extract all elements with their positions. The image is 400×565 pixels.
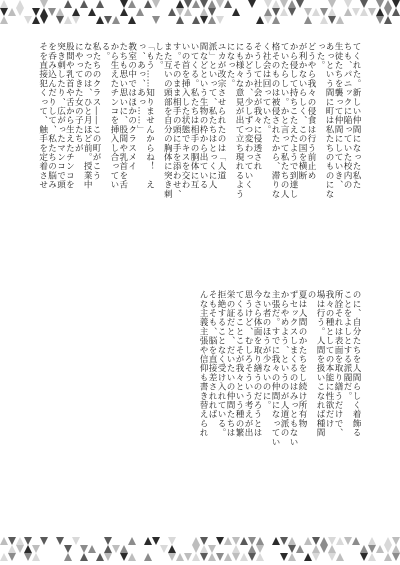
text-column: ずセックスしまくるのはみっともない <box>288 290 298 447</box>
mosaic-triangle <box>280 553 288 561</box>
mosaic-triangle <box>200 0 208 8</box>
mosaic-triangle <box>184 8 192 16</box>
mosaic-triangle <box>224 0 232 8</box>
mosaic-triangle <box>392 0 400 8</box>
text-column: を呑み込んだりして、私たちの脳み <box>46 42 57 190</box>
text-column: んな主義主張や信仰も書き替えられ <box>198 290 208 438</box>
text-column: そもそも、脳を直接差されれば <box>207 290 217 419</box>
mosaic-triangle <box>32 545 40 553</box>
mosaic-triangle <box>72 16 80 24</box>
text-column: るかどうか、少しずつ変わっていく <box>243 42 253 190</box>
mosaic-triangle <box>64 553 72 561</box>
mosaic-triangle <box>216 537 224 545</box>
mosaic-triangle <box>256 545 264 553</box>
mosaic-triangle <box>184 0 192 8</box>
mosaic-triangle <box>384 16 392 24</box>
mosaic-triangle <box>8 545 16 553</box>
mosaic-triangle <box>320 16 328 24</box>
text-column: 今さら体面を取り繕うのだろうとは <box>252 290 262 438</box>
mosaic-triangle <box>144 537 152 545</box>
mosaic-triangle <box>152 16 160 24</box>
mosaic-triangle <box>248 537 256 545</box>
mosaic-triangle <box>200 16 208 24</box>
text-column: が利かないらしく、この国を横断 <box>297 42 307 180</box>
mosaic-triangle <box>192 545 200 553</box>
mosaic-triangle <box>224 553 232 561</box>
mosaic-triangle <box>8 537 16 545</box>
mosaic-triangle <box>216 553 224 561</box>
mosaic-triangle <box>144 0 152 8</box>
mosaic-triangle <box>200 545 208 553</box>
mosaic-triangle <box>384 0 392 8</box>
text-column: 派」といって、私たちはとっくに人 <box>207 42 217 190</box>
mosaic-triangle <box>0 553 8 561</box>
mosaic-triangle <box>368 553 376 561</box>
mosaic-triangle <box>336 537 344 545</box>
mosaic-triangle <box>152 537 160 545</box>
mosaic-triangle <box>32 16 40 24</box>
mosaic-triangle <box>304 16 312 24</box>
mosaic-triangle <box>280 537 288 545</box>
mosaic-triangle <box>80 545 88 553</box>
mosaic-triangle <box>168 8 176 16</box>
mosaic-triangle <box>208 553 216 561</box>
mosaic-triangle <box>40 0 48 8</box>
text-column: どうやら我々の侵食は行う前止め <box>306 42 316 180</box>
mosaic-triangle <box>40 16 48 24</box>
mosaic-triangle <box>40 8 48 16</box>
mosaic-triangle <box>288 537 296 545</box>
mosaic-triangle <box>192 0 200 8</box>
mosaic-triangle <box>120 545 128 553</box>
mosaic-triangle <box>240 553 248 561</box>
mosaic-triangle <box>312 553 320 561</box>
mosaic-triangle <box>272 8 280 16</box>
bottom-decorative-triangle-band <box>0 537 400 565</box>
mosaic-triangle <box>264 16 272 24</box>
mosaic-triangle <box>40 537 48 545</box>
mosaic-triangle <box>120 553 128 561</box>
mosaic-triangle <box>104 553 112 561</box>
mosaic-triangle <box>160 545 168 553</box>
mosaic-triangle <box>304 8 312 16</box>
mosaic-triangle <box>360 0 368 8</box>
mosaic-triangle <box>104 545 112 553</box>
text-column: す。そのまま相手の頭に手を添わせ、 <box>171 42 182 199</box>
mosaic-triangle <box>32 8 40 16</box>
mosaic-triangle <box>120 8 128 16</box>
mosaic-triangle <box>200 537 208 545</box>
text-column: った。 <box>315 42 325 70</box>
text-column: にやってきた女の子たちが <box>73 42 84 153</box>
mosaic-triangle <box>376 16 384 24</box>
text-column: 生徒たちを襲って仲間にしていき、 <box>333 42 343 190</box>
mosaic-triangle <box>104 537 112 545</box>
mosaic-triangle <box>64 16 72 24</box>
mosaic-triangle <box>248 553 256 561</box>
text-column: っ、あっ、あっ……」 <box>135 42 146 134</box>
mosaic-triangle <box>368 545 376 553</box>
top-decorative-triangle-band <box>0 0 400 26</box>
mosaic-triangle <box>208 0 216 8</box>
mosaic-triangle <box>296 0 304 8</box>
text-column: から生えたチンコを挿入し合ってい <box>108 42 119 190</box>
mosaic-triangle <box>304 537 312 545</box>
mosaic-triangle <box>112 16 120 24</box>
mosaic-triangle <box>16 545 24 553</box>
mosaic-triangle <box>176 0 184 8</box>
mosaic-triangle <box>104 16 112 24</box>
mosaic-triangle <box>208 16 216 24</box>
mosaic-triangle <box>368 8 376 16</box>
mosaic-triangle <box>344 8 352 16</box>
mosaic-triangle <box>264 8 272 16</box>
mosaic-triangle <box>200 553 208 561</box>
mosaic-triangle <box>392 537 400 545</box>
mosaic-triangle <box>312 537 320 545</box>
text-column: てくれた。新しい仲間になった私た <box>351 42 361 190</box>
mosaic-triangle <box>352 8 360 16</box>
mosaic-triangle <box>216 16 224 24</box>
mosaic-triangle <box>0 0 8 8</box>
mosaic-triangle <box>304 553 312 561</box>
text-column: あっという間に町は私たちのものにな <box>324 42 334 199</box>
mosaic-triangle <box>344 537 352 545</box>
mosaic-triangle <box>240 537 248 545</box>
mosaic-triangle <box>336 16 344 24</box>
text-column: 主張だ。すでに我々の仲間になってい <box>270 290 280 447</box>
mosaic-triangle <box>120 0 128 8</box>
mosaic-triangle <box>352 537 360 545</box>
text-column: る。 <box>100 42 110 61</box>
mosaic-triangle <box>376 8 384 16</box>
text-column: 我々の種としての本能に性欲だけ <box>324 290 334 428</box>
mosaic-triangle <box>328 545 336 553</box>
text-column: になった。 <box>225 42 235 88</box>
mosaic-triangle <box>232 537 240 545</box>
mosaic-triangle <box>80 0 88 8</box>
mosaic-triangle <box>56 537 64 545</box>
text-column: ユカが改宗させられたのは「人道 <box>216 42 226 180</box>
mosaic-triangle <box>288 553 296 561</box>
mosaic-triangle <box>328 553 336 561</box>
mosaic-triangle <box>376 545 384 553</box>
mosaic-triangle <box>224 537 232 545</box>
text-column: てくることこそが我々という種の繁 <box>234 290 244 438</box>
mosaic-triangle <box>152 0 160 8</box>
mosaic-triangle <box>280 8 288 16</box>
mosaic-triangle <box>328 537 336 545</box>
mosaic-triangle <box>176 8 184 16</box>
mosaic-triangle <box>168 537 176 545</box>
text-column: の <box>306 290 316 300</box>
text-column: にも様々な意見が出て立ち現れるよう <box>234 42 244 199</box>
mosaic-triangle <box>248 545 256 553</box>
mosaic-triangle <box>16 0 24 8</box>
mosaic-triangle <box>384 545 392 553</box>
mosaic-triangle <box>384 8 392 16</box>
mosaic-triangle <box>376 0 384 8</box>
mosaic-triangle <box>192 16 200 24</box>
mosaic-triangle <box>336 553 344 561</box>
text-column: いてくる。私たちは相手の胴体に互 <box>189 42 199 190</box>
text-column: のに、自分たちを人間らしく着飾る <box>351 290 361 438</box>
mosaic-triangle <box>256 537 264 545</box>
mosaic-triangle <box>200 8 208 16</box>
mosaic-triangle <box>144 553 152 561</box>
mosaic-triangle <box>264 0 272 8</box>
mosaic-triangle <box>48 8 56 16</box>
mosaic-triangle <box>0 537 8 545</box>
text-column: ちも、パニックに陥っていた校内の <box>342 42 352 190</box>
mosaic-triangle <box>296 545 304 553</box>
mosaic-triangle <box>256 16 264 24</box>
mosaic-triangle <box>176 553 184 561</box>
mosaic-triangle <box>64 0 72 8</box>
mosaic-triangle <box>192 553 200 561</box>
text-column: 夏は人間のかたちをし続け所有物 <box>297 290 307 428</box>
text-column: 拒絶することなく受け入れている。 <box>216 290 226 438</box>
mosaic-triangle <box>328 0 336 8</box>
mosaic-triangle <box>360 553 368 561</box>
mosaic-triangle <box>320 537 328 545</box>
text-column: 格そのものは被侵されたから、滞りな <box>270 42 280 199</box>
mosaic-triangle <box>312 545 320 553</box>
text-column: 「もう……知りませんからね！ え <box>144 42 155 190</box>
mosaic-triangle <box>232 8 240 16</box>
text-column: く社会は回っていた。 <box>261 42 271 134</box>
mosaic-triangle <box>128 16 136 24</box>
mosaic-triangle <box>360 8 368 16</box>
mosaic-triangle <box>208 8 216 16</box>
mosaic-triangle <box>56 8 64 16</box>
mosaic-triangle <box>128 0 136 8</box>
mosaic-triangle <box>368 537 376 545</box>
text-column: そうして社会が我々に侵透され <box>252 42 262 171</box>
text-column: ていたらしい。かと言って私たちの人 <box>279 42 289 199</box>
mosaic-triangle <box>288 8 296 16</box>
text-column: から侵して持ちこたえたようで到達し <box>288 42 298 199</box>
mosaic-triangle <box>384 553 392 561</box>
mosaic-triangle <box>384 537 392 545</box>
mosaic-triangle <box>288 0 296 8</box>
mosaic-triangle <box>8 553 16 561</box>
mosaic-triangle <box>168 545 176 553</box>
mosaic-triangle <box>192 537 200 545</box>
text-column: 思うけど、むしろそういう考えが出 <box>243 290 253 438</box>
mosaic-triangle <box>24 16 32 24</box>
mosaic-triangle <box>16 8 24 16</box>
mosaic-triangle <box>24 553 32 561</box>
mosaic-triangle <box>64 545 72 553</box>
mosaic-triangle <box>208 545 216 553</box>
text-column: たちも思い思いに、股間や乳首を舌 <box>117 42 128 190</box>
mosaic-triangle <box>88 545 96 553</box>
mosaic-triangle <box>256 553 264 561</box>
text-column: なったのは、ひと月ほど前。授業中 <box>82 42 93 190</box>
mosaic-triangle <box>0 8 8 16</box>
text-column: 間などという生物の枠から出ている <box>198 42 208 190</box>
mosaic-triangle <box>72 8 80 16</box>
text-column: 突き刺したり、広がったマンコで頭 <box>55 42 66 190</box>
mosaic-triangle <box>96 16 104 24</box>
mosaic-triangle <box>328 8 336 16</box>
mosaic-triangle <box>0 16 8 24</box>
mosaic-triangle <box>176 16 184 24</box>
text-column: また互いの頭部を自分の胸体に突き刺 <box>162 42 173 199</box>
mosaic-triangle <box>96 553 104 561</box>
text-column: そを直接犯くって、触手を定着させ <box>37 42 48 190</box>
mosaic-triangle <box>184 553 192 561</box>
mosaic-triangle <box>232 545 240 553</box>
mosaic-triangle <box>8 8 16 16</box>
text-column: からやめよう、というのが人道派の <box>279 290 289 438</box>
mosaic-triangle <box>272 0 280 8</box>
mosaic-triangle <box>328 16 336 24</box>
text-column: いの首を挿入した状態でキスを交わ <box>180 42 191 190</box>
mosaic-triangle <box>16 537 24 545</box>
mosaic-triangle <box>56 16 64 24</box>
text-column: ことをよしとする派閥だ。 <box>342 290 352 401</box>
text-column: 股間や乳首や舌から生えたチンコを <box>64 42 75 190</box>
mosaic-triangle <box>320 8 328 16</box>
mosaic-triangle <box>72 537 80 545</box>
mosaic-triangle <box>80 553 88 561</box>
vertical-text-body <box>38 42 364 524</box>
mosaic-triangle <box>344 0 352 8</box>
mosaic-triangle <box>272 537 280 545</box>
mosaic-triangle <box>320 545 328 553</box>
mosaic-triangle <box>312 8 320 16</box>
mosaic-triangle <box>32 553 40 561</box>
mosaic-triangle <box>360 545 368 553</box>
text-column: 私たちのクラス――この町がこう <box>91 42 102 180</box>
text-column: した。 <box>153 42 164 70</box>
mosaic-triangle <box>392 553 400 561</box>
mosaic-triangle <box>288 545 296 553</box>
mosaic-triangle <box>96 0 104 8</box>
text-column: 場は行う。人間を扱いこなれば種間 <box>315 290 325 438</box>
mosaic-triangle <box>168 553 176 561</box>
mosaic-triangle <box>24 545 32 553</box>
mosaic-triangle <box>248 0 256 8</box>
mosaic-triangle <box>128 553 136 561</box>
mosaic-triangle <box>216 0 224 8</box>
mosaic-triangle <box>136 8 144 16</box>
mosaic-triangle <box>88 8 96 16</box>
mosaic-triangle <box>392 545 400 553</box>
text-column: 所詮それは表面を取り繕うだけで、 <box>333 290 343 438</box>
text-column: 教室の中ではほかのクラスメイ <box>126 42 137 171</box>
mosaic-triangle <box>392 8 400 16</box>
mosaic-triangle <box>232 553 240 561</box>
text-column: ない者のほうが少ないのに。 <box>261 290 271 410</box>
text-column: 栄の証だと、だいたいの仲間たちは <box>225 290 235 438</box>
mosaic-triangle <box>272 16 280 24</box>
mosaic-triangle <box>128 537 136 545</box>
mosaic-triangle <box>280 0 288 8</box>
mosaic-triangle <box>24 537 32 545</box>
mosaic-triangle <box>112 545 120 553</box>
